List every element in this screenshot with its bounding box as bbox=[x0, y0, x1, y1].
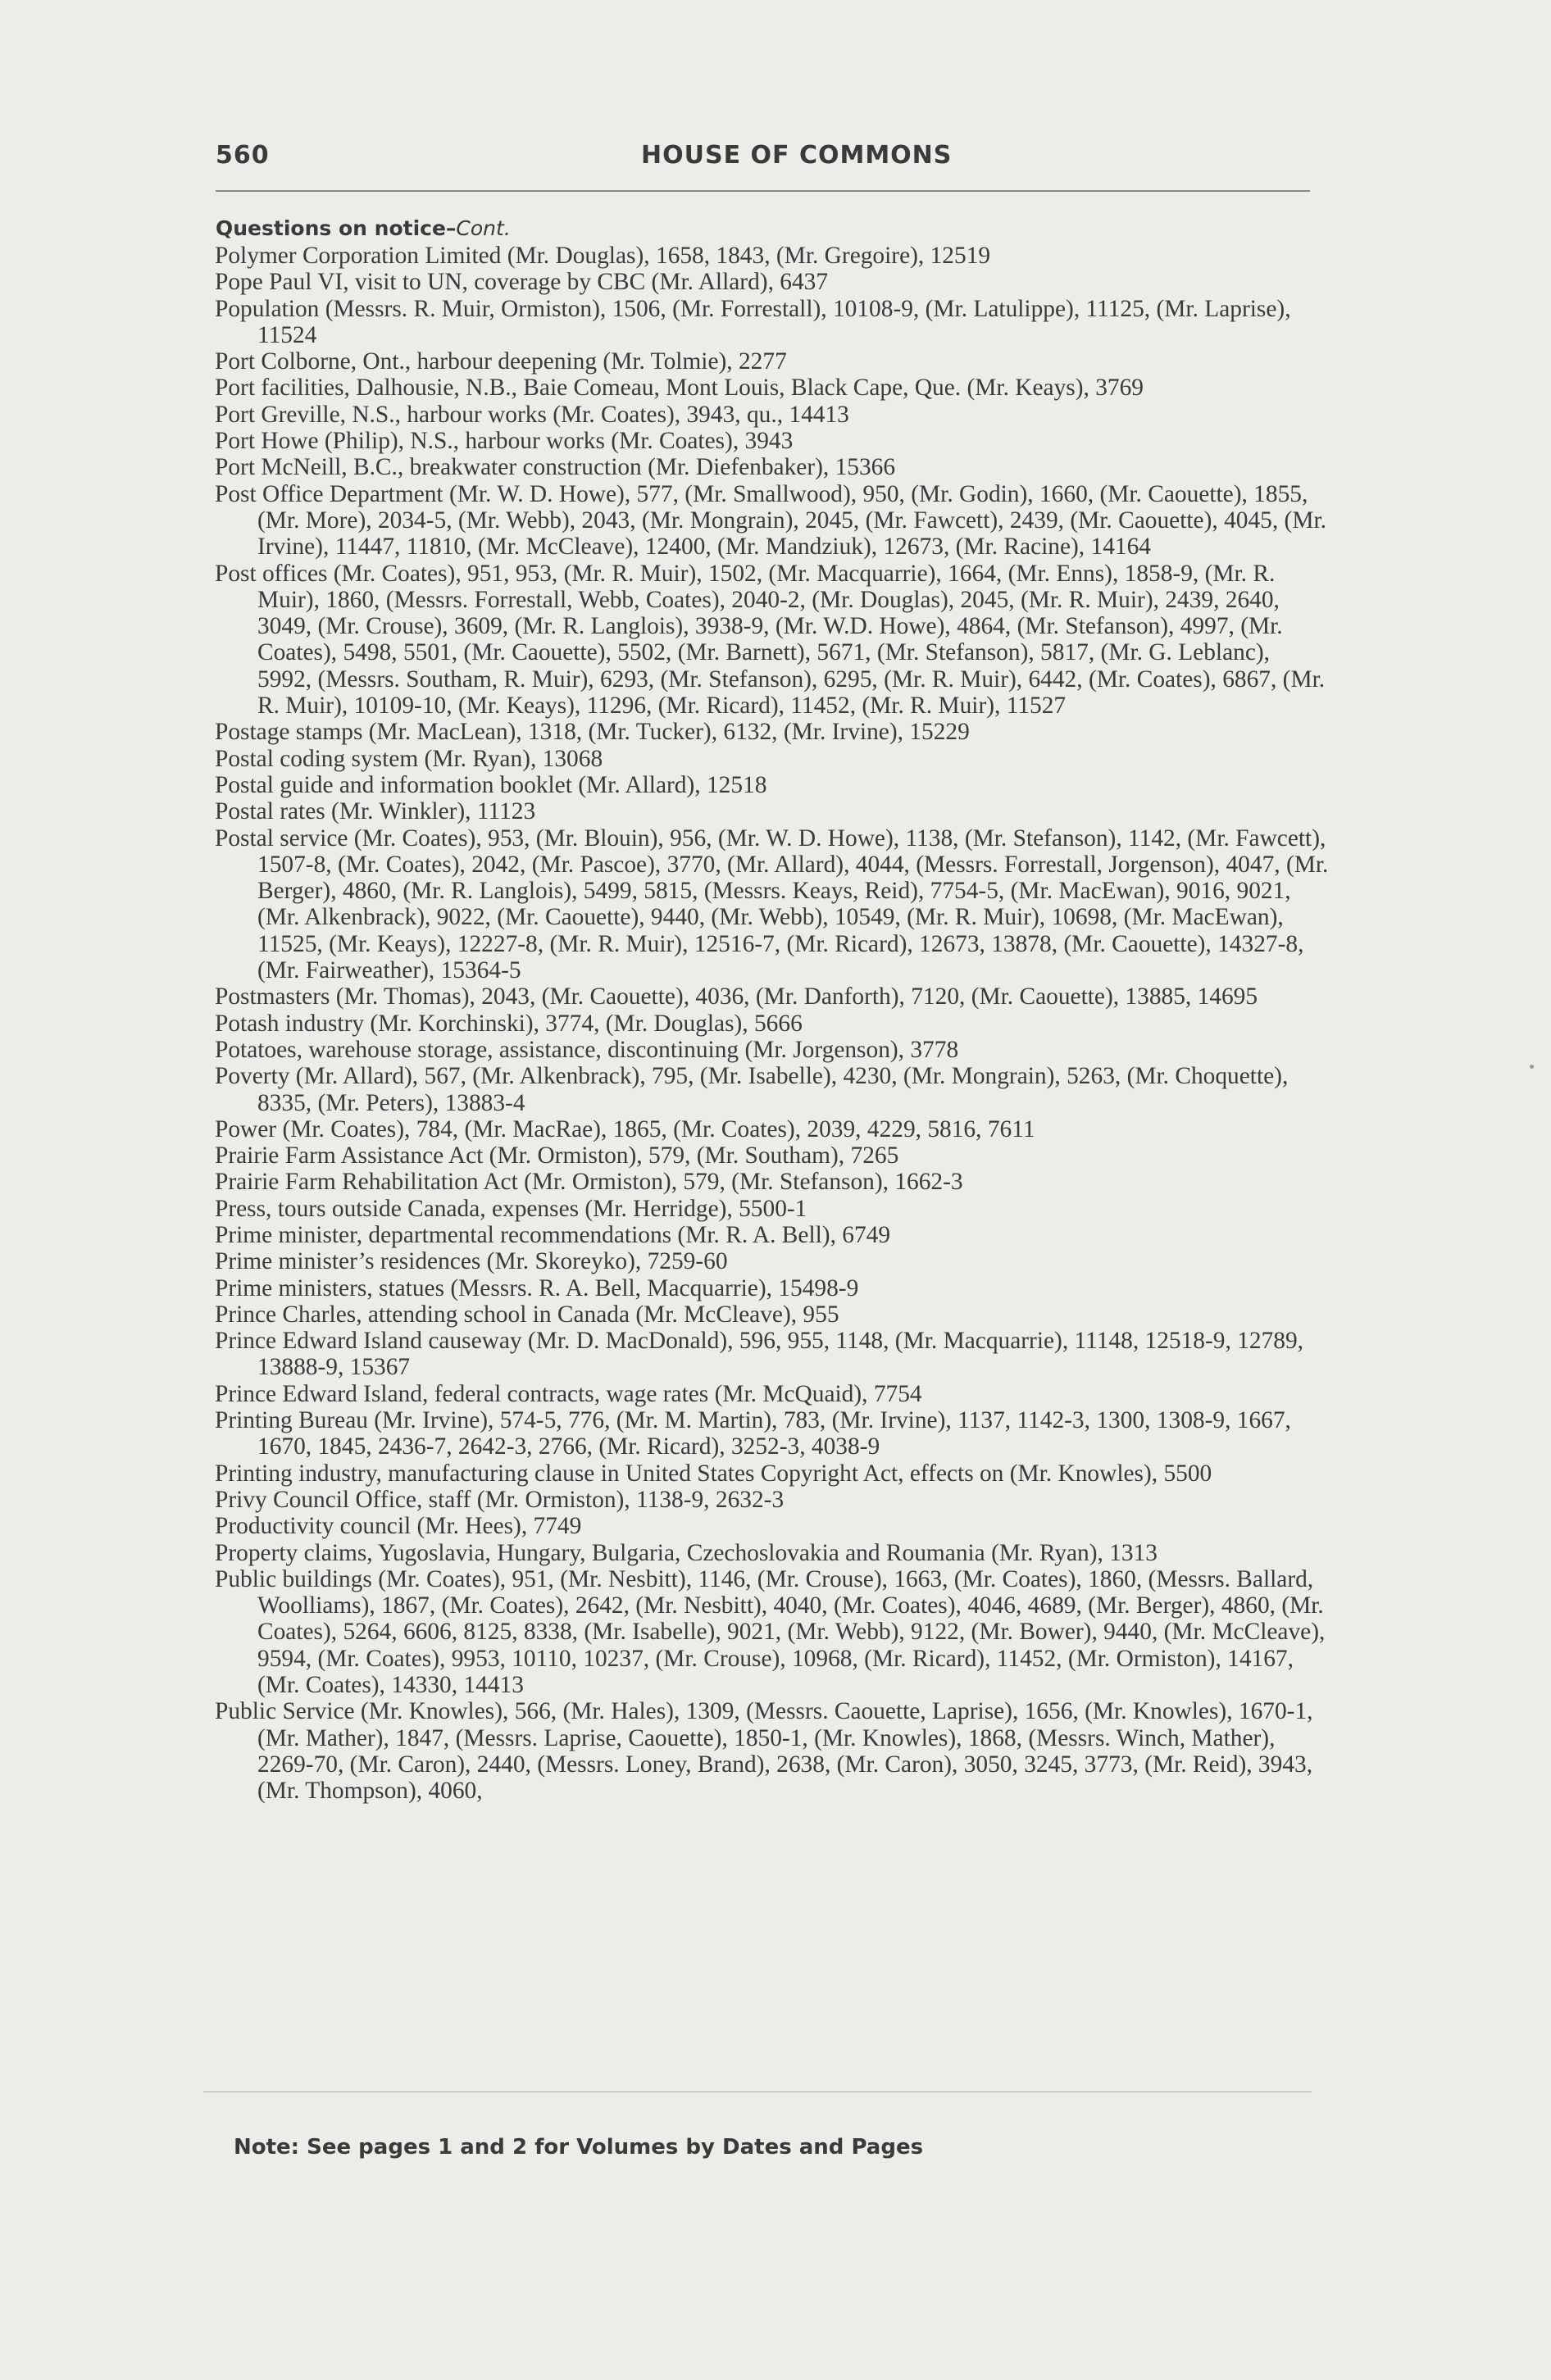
index-entry: Port Colborne, Ont., harbour deepening (Mr. Tolmie), 2277 bbox=[215, 348, 787, 375]
index-entry: Printing industry, manufacturing clause in United States Copyright Act, effects on (Mr. Knowles), 5500 bbox=[215, 1460, 1212, 1487]
index-entry: Power (Mr. Coates), 784, (Mr. MacRae), 1865, (Mr. Coates), 2039, 4229, 5816, 7611 bbox=[215, 1115, 1035, 1142]
header-rule bbox=[216, 190, 1310, 192]
index-entry-list bbox=[215, 243, 1330, 1805]
section-heading bbox=[216, 216, 511, 240]
index-entry: Prime minister’s residences (Mr. Skoreyko), 7259-60 bbox=[215, 1248, 728, 1275]
index-entry: Poverty (Mr. Allard), 567, (Mr. Alkenbrack), 795, (Mr. Isabelle), 4230, (Mr. Mongrain), 5263, (Mr. Choquette), 8335, (Mr. Peters), 13883-4 bbox=[215, 1063, 1289, 1116]
index-entry: Post Office Department (Mr. W. D. Howe), 577, (Mr. Smallwood), 950, (Mr. Godin), 1660, (Mr. Caouette), 1855, (Mr. More), 2034-5, (Mr. Webb), 2043, (Mr. Mongrain), 2045, (Mr. Fawcett), 2439, (Mr. Caouette), 4045, (Mr. Irvine), 11447, 11810, (Mr. McCleave), 12400, (Mr. Mandziuk), 12673, (Mr. Racine), 14164 bbox=[215, 480, 1326, 561]
index-entry: Postal coding system (Mr. Ryan), 13068 bbox=[215, 745, 603, 772]
index-entry: Printing Bureau (Mr. Irvine), 574-5, 776, (Mr. M. Martin), 783, (Mr. Irvine), 1137, 1142-3, 1300, 1308-9, 1667, 1670, 1845, 2436-7, 2642-3, 2766, (Mr. Ricard), 3252-3, 4038-9 bbox=[215, 1407, 1291, 1460]
index-entry: Postmasters (Mr. Thomas), 2043, (Mr. Caouette), 4036, (Mr. Danforth), 7120, (Mr. Caouette), 13885, 14695 bbox=[215, 983, 1258, 1011]
index-entry: Prince Charles, attending school in Canada (Mr. McCleave), 955 bbox=[215, 1301, 839, 1328]
index-entry: Postal guide and information booklet (Mr. Allard), 12518 bbox=[215, 771, 767, 798]
section-heading-text: Questions on notice– bbox=[216, 216, 457, 240]
scan-speck bbox=[1530, 1065, 1534, 1069]
section-heading-cont: Cont. bbox=[456, 216, 511, 240]
index-entry: Port McNeill, B.C., breakwater construction (Mr. Diefenbaker), 15366 bbox=[215, 454, 896, 481]
index-entry: Postal service (Mr. Coates), 953, (Mr. Blouin), 956, (Mr. W. D. Howe), 1138, (Mr. Stefanson), 1142, (Mr. Fawcett), 1507-8, (Mr. Coates), 2042, (Mr. Pascoe), 3770, (Mr. Allard), 4044, (Messrs. Forrestall, Jorgenson), 4047, (Mr. Berger), 4860, (Mr. R. Langlois), 5499, 5815, (Messrs. Keays, Reid), 7754-5, (Mr. MacEwan), 9016, 9021, (Mr. Alkenbrack), 9022, (Mr. Caouette), 9440, (Mr. Webb), 10549, (Mr. R. Muir), 10698, (Mr. MacEwan), 11525, (Mr. Keays), 12227-8, (Mr. R. Muir), 12516-7, (Mr. Ricard), 12673, 13878, (Mr. Caouette), 14327-8, (Mr. Fairweather), 15364-5 bbox=[215, 824, 1329, 984]
index-entry: Prince Edward Island causeway (Mr. D. MacDonald), 596, 955, 1148, (Mr. Macquarrie), 11148, 12518-9, 12789, 13888-9, 15367 bbox=[215, 1328, 1303, 1381]
index-entry: Privy Council Office, staff (Mr. Ormiston), 1138-9, 2632-3 bbox=[215, 1486, 785, 1513]
index-entry: Prime ministers, statues (Messrs. R. A. Bell, Macquarrie), 15498-9 bbox=[215, 1274, 859, 1301]
index-entry: Public Service (Mr. Knowles), 566, (Mr. Hales), 1309, (Messrs. Caouette, Laprise), 1656, (Mr. Knowles), 1670-1, (Mr. Mather), 1847, (Messrs. Laprise, Caouette), 1850-1, (Mr. Knowles), 1868, (Messrs. Winch, Mather), 2269-70, (Mr. Caron), 2440, (Messrs. Loney, Brand), 2638, (Mr. Caron), 3050, 3245, 3773, (Mr. Reid), 3943, (Mr. Thompson), 4060, bbox=[215, 1698, 1313, 1805]
index-entry: Port Howe (Philip), N.S., harbour works (Mr. Coates), 3943 bbox=[215, 428, 794, 455]
index-entry: Productivity council (Mr. Hees), 7749 bbox=[215, 1513, 582, 1540]
index-entry: Pope Paul VI, visit to UN, coverage by CBC (Mr. Allard), 6437 bbox=[215, 269, 829, 296]
index-entry: Postal rates (Mr. Winkler), 11123 bbox=[215, 798, 536, 825]
index-entry: Port Greville, N.S., harbour works (Mr. Coates), 3943, qu., 14413 bbox=[215, 401, 849, 428]
index-entry: Postage stamps (Mr. MacLean), 1318, (Mr. Tucker), 6132, (Mr. Irvine), 15229 bbox=[215, 719, 970, 746]
index-entry: Population (Messrs. R. Muir, Ormiston), 1506, (Mr. Forrestall), 10108-9, (Mr. Latulippe), 11125, (Mr. Laprise), 11524 bbox=[215, 295, 1291, 348]
index-entry: Potatoes, warehouse storage, assistance, discontinuing (Mr. Jorgenson), 3778 bbox=[215, 1036, 959, 1063]
index-entry: Port facilities, Dalhousie, N.B., Baie Comeau, Mont Louis, Black Cape, Que. (Mr. Keays), 3769 bbox=[215, 375, 1144, 402]
index-entry: Public buildings (Mr. Coates), 951, (Mr. Nesbitt), 1146, (Mr. Crouse), 1663, (Mr. Coates), 1860, (Messrs. Ballard, Woolliams), 1867, (Mr. Coates), 2642, (Mr. Nesbitt), 4040, (Mr. Coates), 4046, 4689, (Mr. Berger), 4860, (Mr. Coates), 5264, 6606, 8125, 8338, (Mr. Isabelle), 9021, (Mr. Webb), 9122, (Mr. Bower), 9440, (Mr. McCleave), 9594, (Mr. Coates), 9953, 10110, 10237, (Mr. Crouse), 10968, (Mr. Ricard), 11452, (Mr. Ormiston), 14167, (Mr. Coates), 14330, 14413 bbox=[215, 1565, 1326, 1699]
index-entry: Prairie Farm Rehabilitation Act (Mr. Ormiston), 579, (Mr. Stefanson), 1662-3 bbox=[215, 1169, 963, 1196]
index-entry: Press, tours outside Canada, expenses (Mr. Herridge), 5500-1 bbox=[215, 1195, 807, 1222]
footnote: Note: See pages 1 and 2 for Volumes by Dates and Pages bbox=[234, 2135, 924, 2160]
running-head: HOUSE OF COMMONS bbox=[641, 141, 953, 170]
index-entry: Property claims, Yugoslavia, Hungary, Bulgaria, Czechoslovakia and Roumania (Mr. Ryan), 1313 bbox=[215, 1539, 1158, 1566]
index-entry: Prairie Farm Assistance Act (Mr. Ormiston), 579, (Mr. Southam), 7265 bbox=[215, 1142, 899, 1170]
page-number: 560 bbox=[216, 141, 270, 170]
index-entry: Polymer Corporation Limited (Mr. Douglas), 1658, 1843, (Mr. Gregoire), 12519 bbox=[215, 243, 991, 269]
index-entry: Potash industry (Mr. Korchinski), 3774, (Mr. Douglas), 5666 bbox=[215, 1010, 803, 1037]
index-entry: Post offices (Mr. Coates), 951, 953, (Mr. R. Muir), 1502, (Mr. Macquarrie), 1664, (Mr. Enns), 1858-9, (Mr. R. Muir), 1860, (Messrs. Forrestall, Webb, Coates), 2040-2, (Mr. Douglas), 2045, (Mr. R. Muir), 2439, 2640, 3049, (Mr. Crouse), 3609, (Mr. R. Langlois), 3938-9, (Mr. W.D. Howe), 4864, (Mr. Stefanson), 4997, (Mr. Coates), 5498, 5501, (Mr. Caouette), 5502, (Mr. Barnett), 5671, (Mr. Stefanson), 5817, (Mr. G. Leblanc), 5992, (Messrs. Southam, R. Muir), 6293, (Mr. Stefanson), 6295, (Mr. R. Muir), 6442, (Mr. Coates), 6867, (Mr. R. Muir), 10109-10, (Mr. Keays), 11296, (Mr. Ricard), 11452, (Mr. R. Muir), 11527 bbox=[215, 560, 1326, 720]
index-entry: Prince Edward Island, federal contracts, wage rates (Mr. McQuaid), 7754 bbox=[215, 1380, 922, 1407]
index-entry: Prime minister, departmental recommendations (Mr. R. A. Bell), 6749 bbox=[215, 1221, 891, 1248]
